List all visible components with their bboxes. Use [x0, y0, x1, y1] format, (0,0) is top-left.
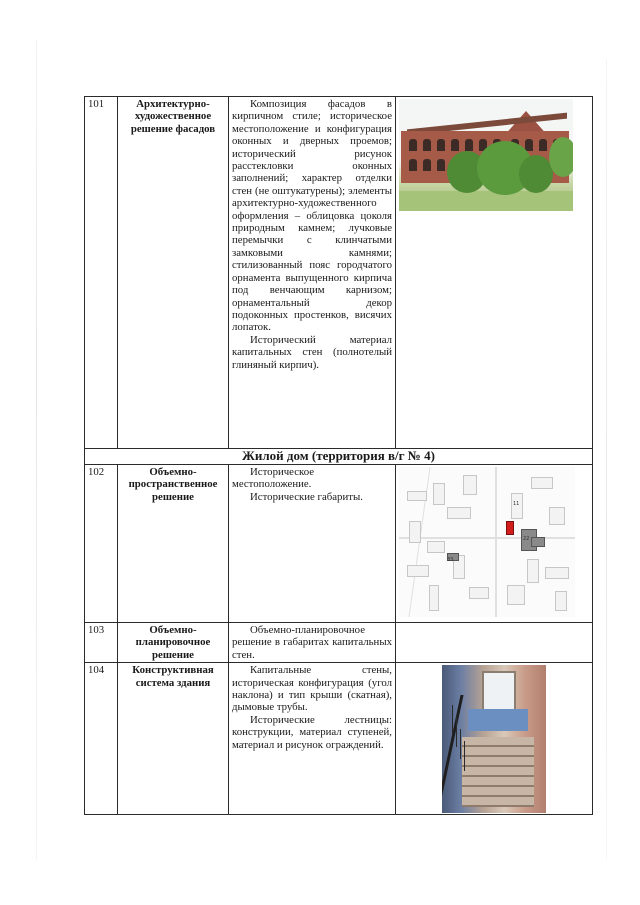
map-label: 22: [523, 536, 530, 542]
section-header-row: [85, 449, 593, 465]
document-page: [84, 96, 592, 815]
row-number: 104: [85, 663, 118, 815]
feature-description: [229, 97, 396, 449]
map-label: 33: [447, 557, 454, 563]
page-edge-left: [36, 40, 37, 860]
image-cell: [396, 663, 593, 815]
description-paragraph: Объемно-планировочное решение в габаритах капитальных стен.: [232, 624, 392, 661]
description-paragraph: Исторические лестницы: конструкции, материал ступеней, материал и рисунок ограждений.: [232, 713, 392, 751]
map-label: 11: [513, 501, 520, 507]
page-edge-right: [606, 60, 607, 860]
building-facade-photo: [399, 99, 573, 211]
image-cell: [396, 623, 593, 663]
description-paragraph: Исторический материал капитальных стен (полнотелый глиняный кирпич).: [232, 333, 392, 371]
feature-description: [229, 465, 396, 623]
description-paragraph: Историческое местоположение.: [232, 466, 315, 491]
feature-name: Архитектурно-художественное решение фасадов: [118, 97, 229, 449]
features-table: [84, 96, 593, 815]
feature-description: [229, 623, 396, 663]
feature-name: Объемно-планировочное решение: [118, 623, 229, 663]
description-paragraph: Капитальные стены, историческая конфигурация (угол наклона) и тип крыши (скатная), дымовые трубы.: [232, 664, 392, 714]
row-number: 102: [85, 465, 118, 623]
image-cell: [396, 465, 593, 623]
row-number: 101: [85, 97, 118, 449]
table-row: [85, 663, 593, 815]
table-row: [85, 465, 593, 623]
description-paragraph: Исторические габариты.: [250, 490, 363, 503]
site-plan-map: [399, 467, 575, 617]
feature-name: Объемно-пространственное решение: [118, 465, 229, 623]
highlighted-building-marker: [506, 521, 514, 535]
row-number: 103: [85, 623, 118, 663]
feature-name: Конструктивная система здания: [118, 663, 229, 815]
staircase-photo: [442, 665, 546, 813]
feature-description: [229, 663, 396, 815]
table-row: [85, 623, 593, 663]
section-title: Жилой дом (территория в/г № 4): [85, 449, 593, 465]
table-row: [85, 97, 593, 449]
image-cell: [396, 97, 593, 449]
description-paragraph: Композиция фасадов в кирпичном стиле; историческое местоположение и конфигурация оконных и дверных проемов; исторический рисунок расстекловки оконных заполнений; характер отделки стен (не оштукатурены); элементы архитектурно-художественного оформления – облицовка цоколя природным камнем; лучковые перемычки с клинчатыми замковыми камнями; стилизованный пояс городчатого орнамента выпущенного кирпича под венчающим карнизом; орнаментальный декор подоконных простенков, висячих лопаток.: [232, 98, 392, 334]
